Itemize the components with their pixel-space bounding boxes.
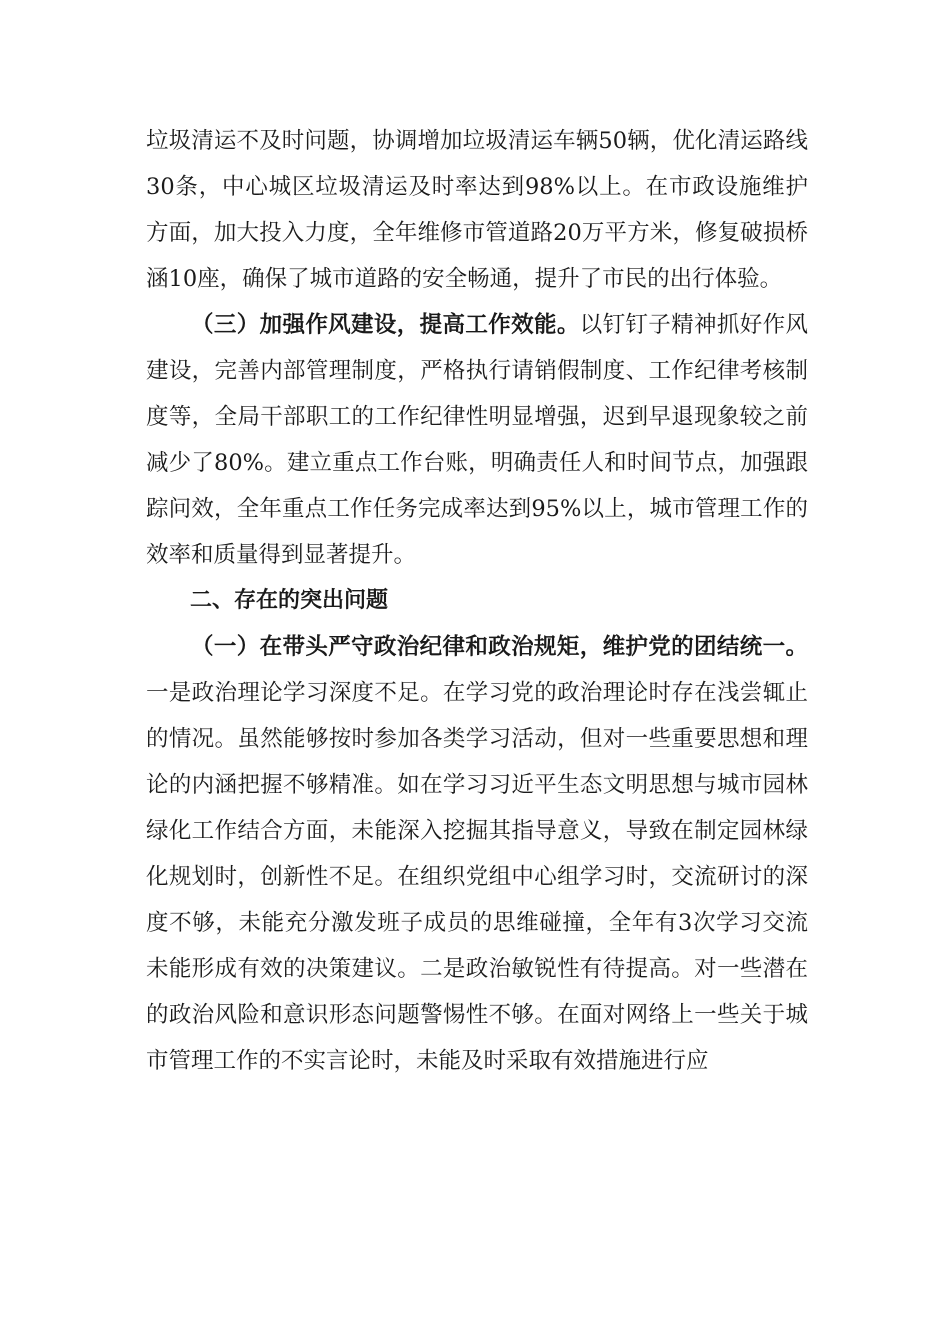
document-body	[146, 118, 808, 1084]
paragraph-continued: 垃圾清运不及时问题，协调增加垃圾清运车辆50辆，优化清运路线30条，中心城区垃圾清运及时率达到98%以上。在市政设施维护方面，加大投入力度，全年维修市管道路20万平方米，修复破损桥涵10座，确保了城市道路的安全畅通，提升了市民的出行体验。	[146, 128, 808, 292]
paragraph-body-text: 以钉钉子精神抓好作风建设，完善内部管理制度，严格执行请销假制度、工作纪律考核制度等，全局干部职工的工作纪律性明显增强，迟到早退现象较之前减少了80%。建立重点工作台账，明确责任人和时间节点，加强跟踪问效，全年重点工作任务完成率达到95%以上，城市管理工作的效率和质量得到显著提升。	[146, 312, 808, 568]
paragraph-lead-heading: （三）加强作风建设，提高工作效能。	[191, 312, 580, 338]
section-heading: 二、存在的突出问题	[190, 588, 389, 613]
paragraph-political-discipline	[146, 624, 808, 1084]
paragraph-lead-heading: （一）在带头严守政治纪律和政治规矩，维护党的团结统一。	[191, 634, 808, 660]
paragraph-work-style	[146, 302, 808, 578]
paragraph-body-text: 一是政治理论学习深度不足。在学习党的政治理论时存在浅尝辄止的情况。虽然能够按时参加各类学习活动，但对一些重要思想和理论的内涵把握不够精准。如在学习习近平生态文明思想与城市园林绿化工作结合方面，未能深入挖掘其指导意义，导致在制定园林绿化规划时，创新性不足。在组织党组中心组学习时，交流研讨的深度不够，未能充分激发班子成员的思维碰撞，全年有3次学习交流未能形成有效的决策建议。二是政治敏锐性有待提高。对一些潜在的政治风险和意识形态问题警惕性不够。在面对网络上一些关于城市管理工作的不实言论时，未能及时采取有效措施进行应	[146, 680, 808, 1074]
